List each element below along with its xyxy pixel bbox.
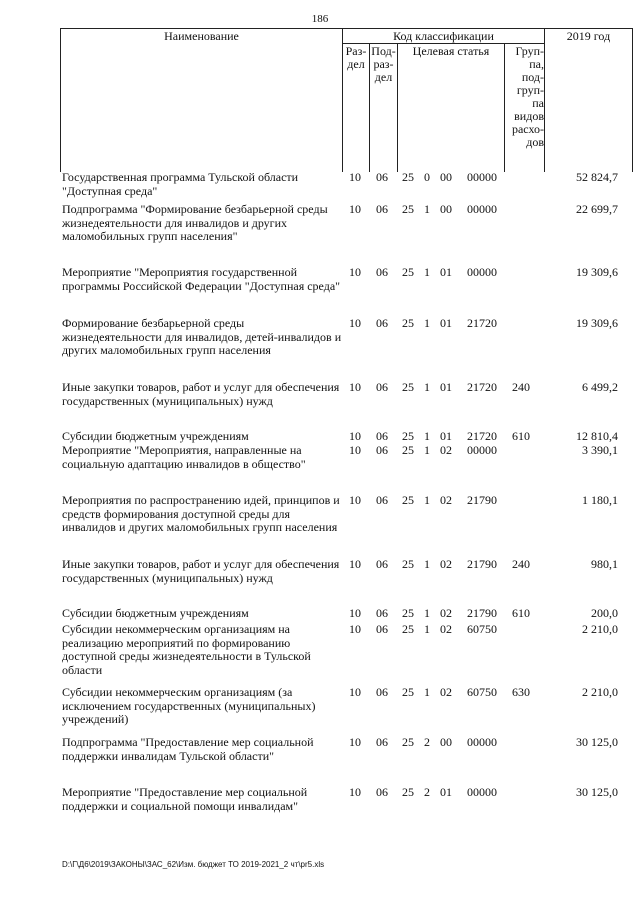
row-group: 240	[512, 380, 530, 394]
row-target-code: 21720	[467, 380, 497, 394]
row-target-code: 21790	[467, 493, 497, 507]
row-name: Мероприятие "Мероприятия, направленные на социальную адаптацию инвалидов в общество"	[62, 443, 306, 471]
row-target-subprogram: 1	[424, 493, 430, 507]
row-target-event: 02	[440, 443, 452, 457]
row-section: 10	[349, 785, 361, 799]
row-name: Субсидии бюджетным учреждениям	[62, 606, 249, 620]
row-section: 10	[349, 443, 361, 457]
row-target-program: 25	[402, 685, 414, 699]
row-amount: 6 499,2	[582, 380, 618, 394]
row-target-subprogram: 1	[424, 685, 430, 699]
row-subsection: 06	[376, 606, 388, 620]
row-target-subprogram: 1	[424, 380, 430, 394]
row-subsection: 06	[376, 493, 388, 507]
row-subsection: 06	[376, 202, 388, 216]
row-target-code: 00000	[467, 170, 497, 184]
row-subsection: 06	[376, 380, 388, 394]
row-target-code: 21790	[467, 557, 497, 571]
row-section: 10	[349, 202, 361, 216]
row-target-subprogram: 1	[424, 429, 430, 443]
header-section: Раз- дел	[345, 44, 367, 71]
row-subsection: 06	[376, 170, 388, 184]
row-name: Иные закупки товаров, работ и услуг для обеспечения государственных (муниципальных) нужд	[62, 557, 340, 585]
row-target-event: 02	[440, 622, 452, 636]
header-right-border	[632, 28, 633, 172]
row-amount: 19 309,6	[576, 265, 618, 279]
row-target-code: 00000	[467, 735, 497, 749]
row-subsection: 06	[376, 429, 388, 443]
row-name: Мероприятия по распространению идей, принципов и средств формирования доступной среды для инвалидов и других маломобильных групп населения	[62, 493, 340, 534]
row-target-program: 25	[402, 380, 414, 394]
row-target-subprogram: 2	[424, 735, 430, 749]
row-group: 630	[512, 685, 530, 699]
row-section: 10	[349, 606, 361, 620]
row-subsection: 06	[376, 785, 388, 799]
row-target-program: 25	[402, 170, 414, 184]
row-target-event: 00	[440, 202, 452, 216]
row-amount: 1 180,1	[582, 493, 618, 507]
row-subsection: 06	[376, 735, 388, 749]
header-subsection-divider	[397, 43, 398, 172]
row-target-code: 00000	[467, 443, 497, 457]
row-target-code: 00000	[467, 202, 497, 216]
row-subsection: 06	[376, 622, 388, 636]
row-target-event: 01	[440, 380, 452, 394]
row-subsection: 06	[376, 316, 388, 330]
header-group: Груп- па, под- груп- па видов расхо- дов	[511, 44, 544, 149]
row-section: 10	[349, 380, 361, 394]
row-amount: 2 210,0	[582, 622, 618, 636]
row-section: 10	[349, 622, 361, 636]
row-target-subprogram: 0	[424, 170, 430, 184]
row-target-code: 21790	[467, 606, 497, 620]
row-name: Подпрограмма "Предоставление мер социальной поддержки инвалидам Тульской области"	[62, 735, 314, 763]
row-section: 10	[349, 493, 361, 507]
row-target-event: 02	[440, 606, 452, 620]
header-code-right-divider	[544, 28, 545, 172]
row-amount: 3 390,1	[582, 443, 618, 457]
row-target-subprogram: 1	[424, 557, 430, 571]
row-target-code: 60750	[467, 685, 497, 699]
row-group: 240	[512, 557, 530, 571]
row-target-subprogram: 2	[424, 785, 430, 799]
header-name: Наименование	[164, 29, 239, 43]
row-target-program: 25	[402, 202, 414, 216]
row-name: Формирование безбарьерной среды жизнедеятельности для инвалидов, детей-инвалидов и других маломобильных групп населения	[62, 316, 342, 357]
row-target-program: 25	[402, 443, 414, 457]
row-target-code: 21720	[467, 429, 497, 443]
row-subsection: 06	[376, 443, 388, 457]
header-year: 2019 год	[566, 29, 611, 43]
row-name: Мероприятие "Мероприятия государственной программы Российской Федерации "Доступная среда"	[62, 265, 341, 293]
row-name: Субсидии некоммерческим организациям (за исключением государственных (муниципальных) учреждений)	[62, 685, 316, 726]
row-section: 10	[349, 316, 361, 330]
row-target-event: 02	[440, 557, 452, 571]
row-target-program: 25	[402, 316, 414, 330]
page-number: 186	[311, 13, 329, 25]
row-target-code: 21720	[467, 316, 497, 330]
row-amount: 30 125,0	[576, 785, 618, 799]
row-amount: 22 699,7	[576, 202, 618, 216]
row-target-program: 25	[402, 606, 414, 620]
row-name: Государственная программа Тульской области "Доступная среда"	[62, 170, 299, 198]
row-subsection: 06	[376, 557, 388, 571]
row-target-event: 00	[440, 170, 452, 184]
row-target-program: 25	[402, 785, 414, 799]
row-target-program: 25	[402, 557, 414, 571]
row-section: 10	[349, 557, 361, 571]
row-target-program: 25	[402, 493, 414, 507]
row-amount: 30 125,0	[576, 735, 618, 749]
row-amount: 200,0	[591, 606, 618, 620]
row-target-subprogram: 1	[424, 606, 430, 620]
row-target-subprogram: 1	[424, 316, 430, 330]
row-target-event: 01	[440, 316, 452, 330]
row-amount: 2 210,0	[582, 685, 618, 699]
row-target-subprogram: 1	[424, 265, 430, 279]
file-path-footer: D:\Г\Д6\2019\ЗАКОНЫ\ЗАС_62\Изм. бюджет ТО 2019-2021_2 чт\pr5.xls	[62, 860, 325, 869]
row-amount: 19 309,6	[576, 316, 618, 330]
row-name: Субсидии некоммерческим организациям на реализацию мероприятий по формированию доступной среды жизнедеятельности в Тульской области	[62, 622, 311, 677]
header-subsection: Под- раз- дел	[371, 44, 396, 84]
header-code-title: Код классификации	[393, 29, 494, 43]
row-target-program: 25	[402, 735, 414, 749]
row-target-code: 60750	[467, 622, 497, 636]
row-subsection: 06	[376, 265, 388, 279]
row-target-event: 02	[440, 493, 452, 507]
row-target-program: 25	[402, 429, 414, 443]
row-amount: 52 824,7	[576, 170, 618, 184]
row-target-code: 00000	[467, 265, 497, 279]
row-section: 10	[349, 170, 361, 184]
row-target-event: 01	[440, 429, 452, 443]
row-section: 10	[349, 265, 361, 279]
row-section: 10	[349, 429, 361, 443]
row-target-event: 01	[440, 265, 452, 279]
row-group: 610	[512, 429, 530, 443]
row-target-event: 01	[440, 785, 452, 799]
row-target-subprogram: 1	[424, 443, 430, 457]
row-group: 610	[512, 606, 530, 620]
row-amount: 12 810,4	[576, 429, 618, 443]
row-target-program: 25	[402, 622, 414, 636]
header-left-border	[60, 28, 61, 172]
row-section: 10	[349, 685, 361, 699]
row-target-event: 02	[440, 685, 452, 699]
row-target-event: 00	[440, 735, 452, 749]
header-top-border	[60, 28, 633, 29]
row-name: Мероприятие "Предоставление мер социальной поддержки и социальной помощи инвалидам"	[62, 785, 308, 813]
row-target-subprogram: 1	[424, 622, 430, 636]
row-name: Иные закупки товаров, работ и услуг для обеспечения государственных (муниципальных) нужд	[62, 380, 340, 408]
row-target-program: 25	[402, 265, 414, 279]
row-amount: 980,1	[591, 557, 618, 571]
row-target-subprogram: 1	[424, 202, 430, 216]
row-section: 10	[349, 735, 361, 749]
row-name: Субсидии бюджетным учреждениям	[62, 429, 249, 443]
header-target: Целевая статья	[412, 44, 490, 58]
row-name: Подпрограмма "Формирование безбарьерной среды жизнедеятельности для инвалидов и других маломобильных групп населения"	[62, 202, 328, 243]
row-subsection: 06	[376, 685, 388, 699]
row-target-code: 00000	[467, 785, 497, 799]
